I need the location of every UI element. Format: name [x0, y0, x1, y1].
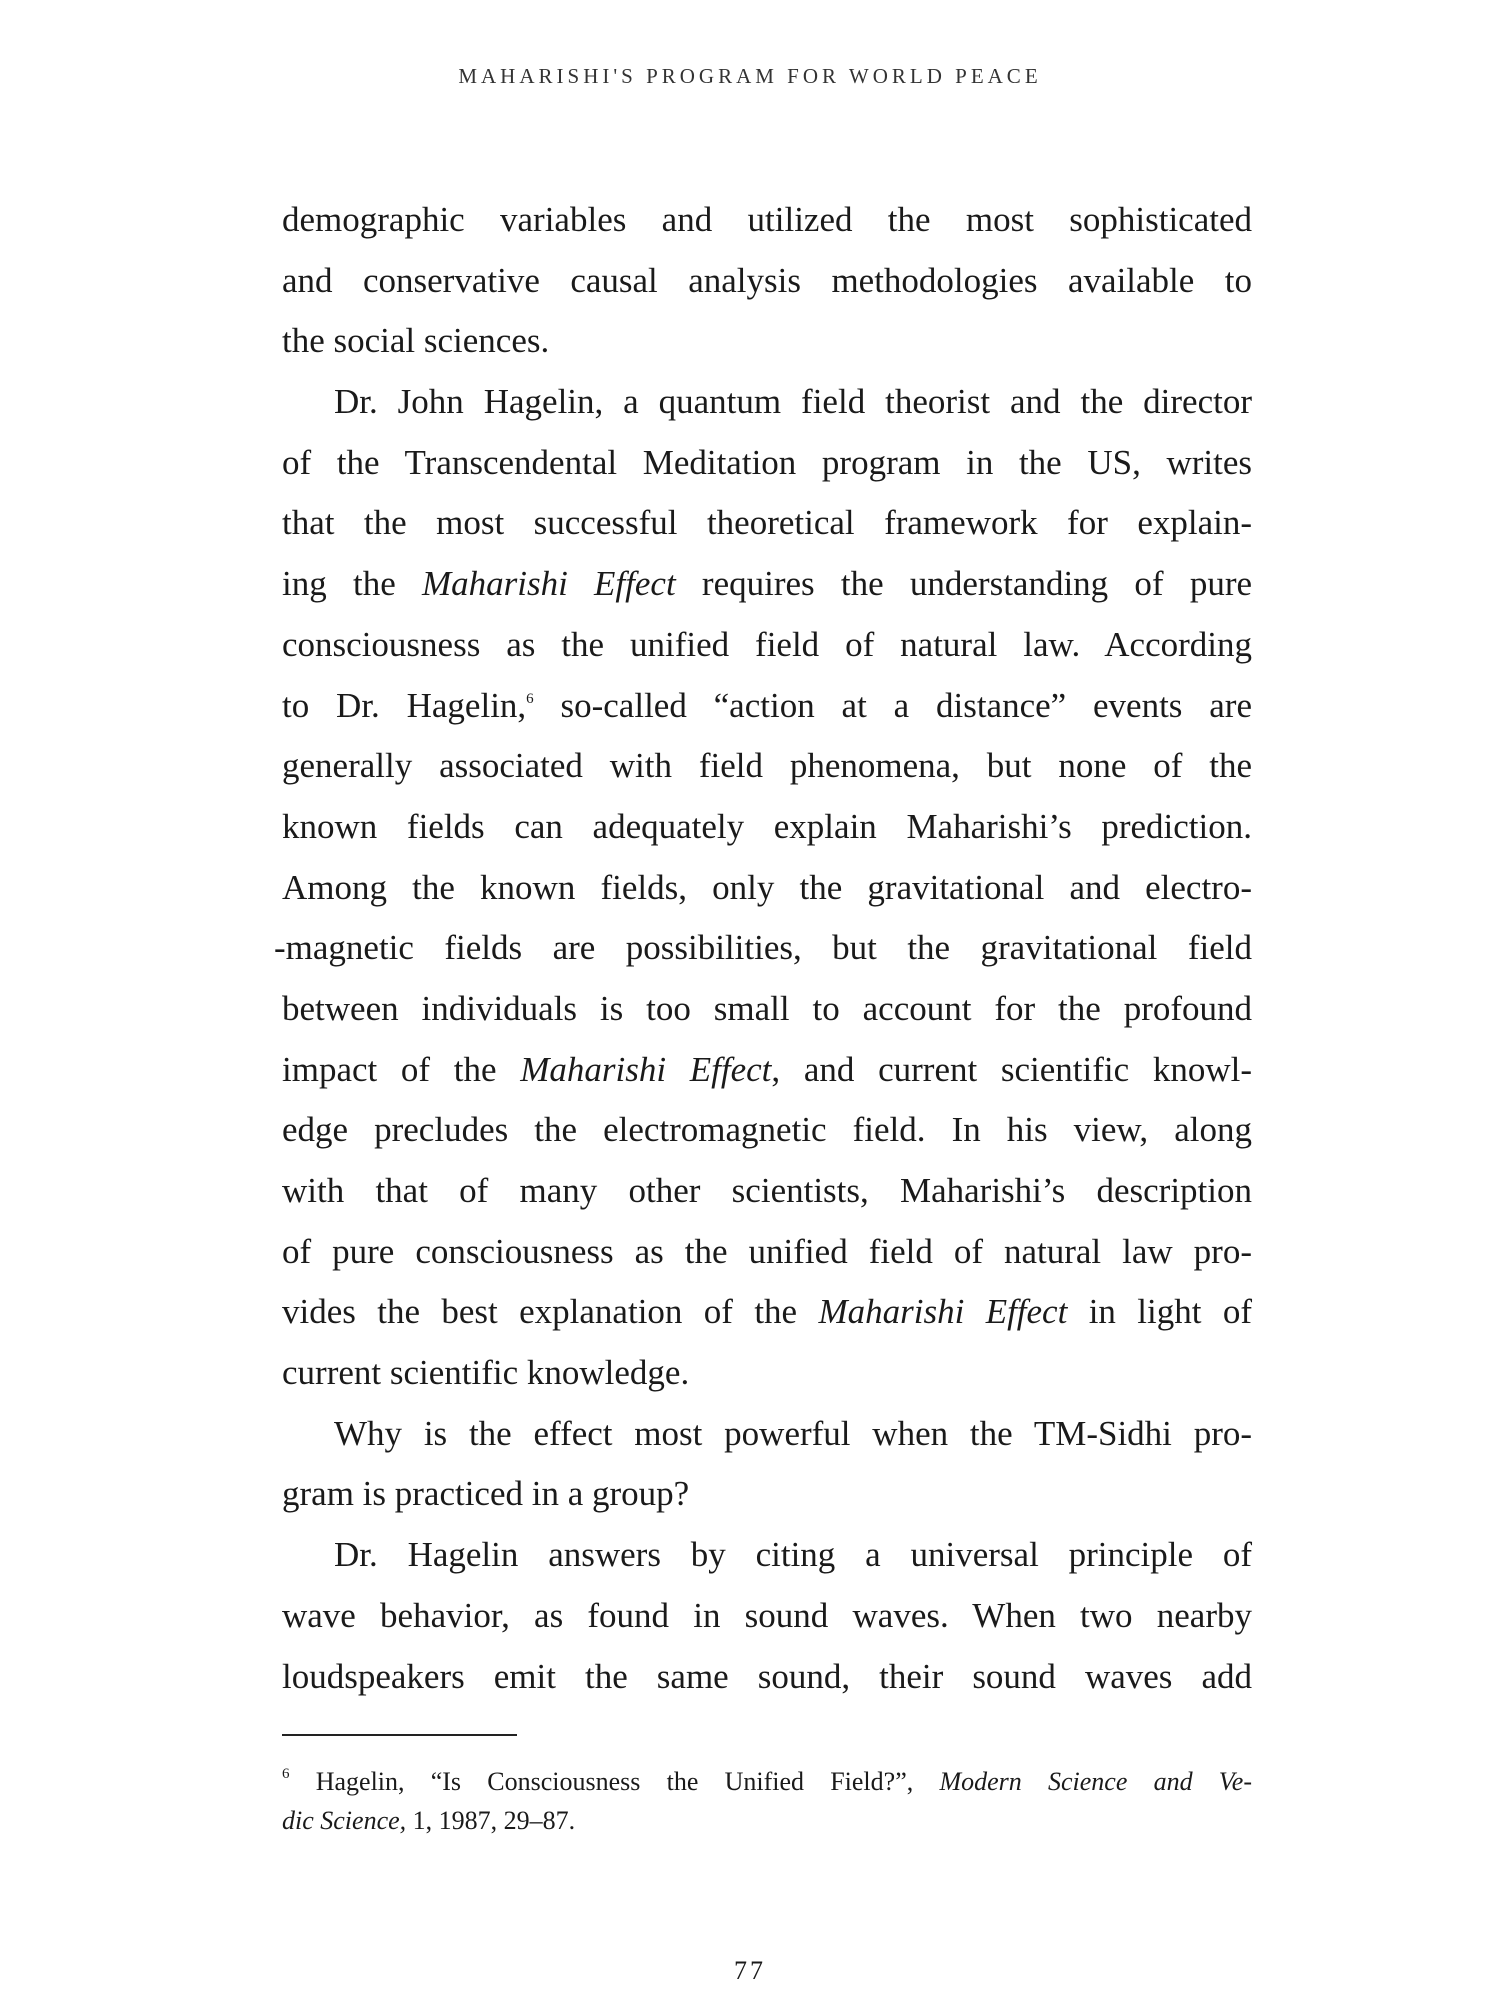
- text-segment: that the most successful theoretical framework for explain-: [282, 503, 1252, 543]
- text-line: [282, 1222, 1252, 1283]
- text-segment: 1, 1987, 29–87.: [406, 1806, 576, 1835]
- text-segment: Dr. John Hagelin, a quantum field theorist and the director: [334, 382, 1252, 422]
- text-segment: loudspeakers emit the same sound, their sound waves add: [282, 1656, 1252, 1696]
- text-line: [282, 1525, 1252, 1586]
- text-segment: requires the understanding of pure: [675, 564, 1253, 604]
- text-segment: between individuals is too small to account for the profound: [282, 988, 1252, 1028]
- text-line: [282, 979, 1252, 1040]
- footnote-line: [282, 1801, 1252, 1840]
- text-segment: current scientific knowledge.: [282, 1353, 690, 1393]
- text-segment: so-called “action at a distance” events are: [533, 685, 1252, 725]
- text-segment: known fields can adequately explain Maharishi’s prediction.: [282, 806, 1252, 846]
- text-segment: of pure consciousness as the unified field of natural law pro-: [282, 1231, 1252, 1271]
- italic-text: Modern Science and Ve-: [939, 1767, 1252, 1796]
- text-line: [282, 1464, 1252, 1525]
- italic-text: Maharishi Effect: [520, 1049, 772, 1089]
- text-segment: with that of many other scientists, Maharishi’s description: [282, 1171, 1252, 1210]
- text-line: [282, 372, 1252, 433]
- text-segment: and conservative causal analysis methodologies available to: [282, 260, 1252, 300]
- text-line: [282, 1040, 1252, 1101]
- text-line: [282, 676, 1252, 737]
- text-segment: edge precludes the electromagnetic field. In his view, along: [282, 1110, 1252, 1150]
- footnote-line: [282, 1762, 1252, 1801]
- text-line: [282, 433, 1252, 494]
- footnote-marker: 6: [282, 1766, 290, 1782]
- body-text: [274, 190, 1253, 1707]
- text-line: [282, 190, 1252, 251]
- text-line: [282, 1161, 1252, 1222]
- text-line: [282, 615, 1252, 676]
- text-segment: Why is the effect most powerful when the TM-Sidhi pro-: [334, 1413, 1252, 1453]
- text-segment: to Dr. Hagelin,: [282, 685, 527, 725]
- text-segment: in light of: [1067, 1292, 1252, 1332]
- text-segment: Hagelin, “Is Consciousness the Unified Field?”,: [289, 1767, 940, 1796]
- text-segment: consciousness as the unified field of natural law. According: [282, 624, 1252, 664]
- text-segment: -magnetic fields are possibilities, but the gravitational field: [274, 928, 1252, 968]
- text-segment: generally associated with field phenomena, but none of the: [282, 746, 1252, 786]
- text-line: [282, 858, 1252, 919]
- text-segment: of the Transcendental Meditation program in the US, writes: [282, 442, 1252, 482]
- text-line: [282, 311, 1252, 372]
- text-line: [282, 493, 1252, 554]
- text-segment: impact of the: [282, 1049, 521, 1089]
- footnote-marker: 6: [526, 690, 534, 707]
- text-segment: Among the known fields, only the gravitational and electro-: [282, 867, 1252, 907]
- text-segment: wave behavior, as found in sound waves. When two nearby: [282, 1595, 1252, 1635]
- text-line: [282, 1404, 1252, 1465]
- text-line: [282, 1282, 1252, 1343]
- text-segment: demographic variables and utilized the most sophisticated: [282, 200, 1252, 239]
- italic-text: Maharishi Effect: [421, 564, 676, 604]
- text-segment: vides the best explanation of the: [282, 1292, 819, 1332]
- text-segment: the social sciences.: [282, 321, 550, 361]
- page-number: 77: [734, 1956, 766, 1985]
- text-segment: Dr. Hagelin answers by citing a universal principle of: [334, 1535, 1252, 1575]
- text-line: [282, 1647, 1252, 1708]
- text-line: [282, 736, 1252, 797]
- text-line: [282, 797, 1252, 858]
- text-line: [282, 554, 1252, 615]
- text-line: [282, 1100, 1252, 1161]
- running-header: MAHARISHI'S PROGRAM FOR WORLD PEACE: [458, 64, 1042, 88]
- italic-text: dic Science,: [282, 1806, 407, 1835]
- text-segment: , and current scientific knowl-: [771, 1049, 1253, 1089]
- italic-text: Maharishi Effect: [818, 1292, 1068, 1332]
- footnote-divider: [282, 1734, 517, 1736]
- text-line: [282, 251, 1252, 312]
- footnote: [282, 1762, 1252, 1840]
- text-line: [282, 1343, 1252, 1404]
- text-segment: gram is practiced in a group?: [282, 1474, 690, 1514]
- text-segment: ing the: [282, 564, 422, 604]
- text-line: [282, 1586, 1252, 1647]
- text-line: [274, 918, 1252, 979]
